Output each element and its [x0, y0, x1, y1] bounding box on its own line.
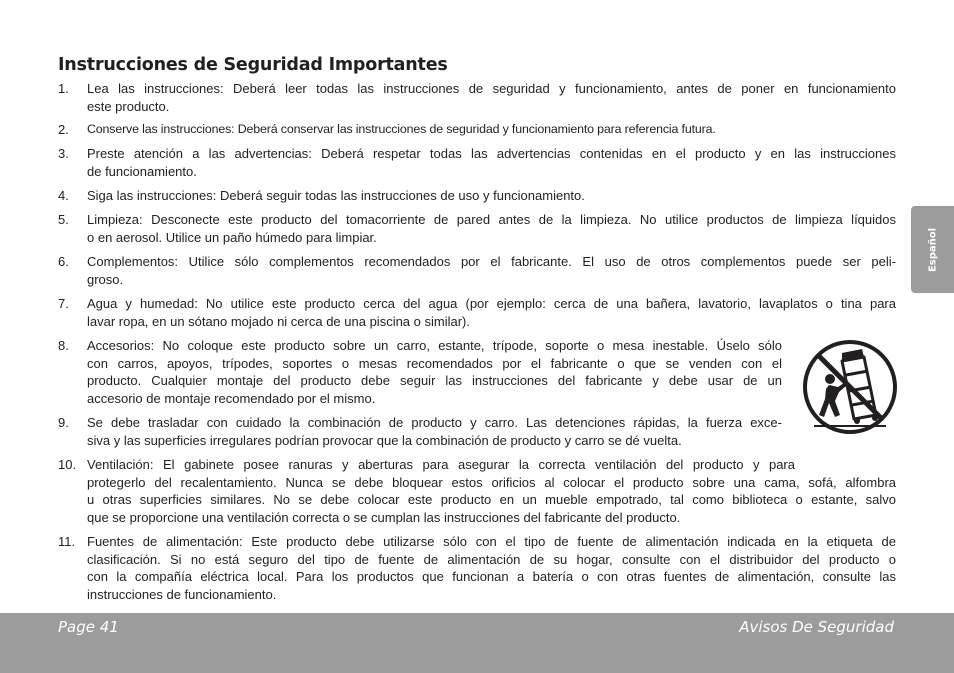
item-number: 10.	[58, 457, 77, 472]
item-line: Se debe trasladar con cuidado la combinación de producto y carro. Las detenciones rápidas, la fuerza exce-	[87, 415, 782, 430]
item-number: 5.	[58, 212, 69, 227]
list-item	[58, 295, 896, 331]
item-text	[87, 456, 896, 526]
item-line: protegerlo del recalentamiento. Nunca se debe bloquear estos orificios al colocar el producto sobre una cama, sofá, alfombra	[87, 474, 896, 490]
item-text	[87, 145, 896, 180]
page-number: Page 41	[58, 618, 119, 636]
item-number: 2.	[58, 122, 69, 137]
item-line: Fuentes de alimentación: Este producto debe utilizarse sólo con el tipo de fuente de alimentación indicada en la etiqueta de	[87, 534, 896, 549]
item-line: Complementos: Utilice sólo complementos recomendados por el fabricante. El uso de otros complementos puede ser peli-	[87, 254, 896, 269]
item-number: 3.	[58, 146, 69, 161]
item-text	[87, 253, 896, 288]
section-title: Avisos De Seguridad	[739, 618, 894, 636]
list-item	[58, 145, 896, 181]
item-number: 6.	[58, 254, 69, 269]
list-item	[58, 80, 896, 116]
item-text	[87, 187, 896, 205]
item-line: instrucciones de funcionamiento.	[87, 586, 277, 602]
item-text	[87, 533, 896, 603]
item-text	[87, 80, 896, 115]
item-text	[87, 295, 896, 330]
list-item	[58, 337, 896, 409]
item-line: Conserve las instrucciones: Deberá conservar las instrucciones de seguridad y funcionamiento para referencia futura.	[87, 122, 716, 136]
item-number: 1.	[58, 81, 69, 96]
list-item	[58, 456, 896, 528]
cart-tip-over-warning-icon	[802, 339, 898, 435]
item-line: Lea las instrucciones: Deberá leer todas las instrucciones de seguridad y funcionamiento, antes de poner en funcionamiento	[87, 81, 896, 96]
item-number: 4.	[58, 188, 69, 203]
item-number: 9.	[58, 415, 69, 430]
item-line: producto. Cualquier montaje del producto debe seguir las instrucciones del fabricante y debe usar de un	[87, 373, 782, 388]
item-text	[87, 121, 896, 139]
item-line: Ventilación: El gabinete posee ranuras y aberturas para asegurar la correcta ventilación del producto y para	[87, 457, 795, 472]
language-tab	[911, 206, 954, 293]
item-line: clasificación. Si no está seguro del tipo de fuente de alimentación de su hogar, consulte con el distribuidor del producto o	[87, 551, 896, 567]
item-line: con carros, apoyos, trípodes, soportes o mesas recomendados por el fabricante o que se venden con el	[87, 355, 782, 371]
list-item	[58, 121, 896, 139]
list-item	[58, 211, 896, 247]
item-line: Accesorios: No coloque este producto sobre un carro, estante, trípode, soporte o mesa inestable. Úselo sólo	[87, 338, 782, 353]
item-number: 11.	[58, 534, 76, 549]
item-text	[87, 337, 782, 407]
list-item	[58, 533, 896, 605]
item-number: 8.	[58, 338, 69, 353]
list-item	[58, 253, 896, 289]
item-line: con la compañía eléctrica local. Para los productos que funcionan a batería o con otras fuentes de alimentación, consulte las	[87, 569, 896, 584]
item-line: este producto.	[87, 98, 170, 114]
page-title: Instrucciones de Seguridad Importantes	[58, 55, 448, 75]
item-text	[87, 211, 896, 246]
item-line: Siga las instrucciones: Deberá seguir todas las instrucciones de uso y funcionamiento.	[87, 188, 585, 203]
item-line: lavar ropa, en un sótano mojado ni cerca de una piscina o similar).	[87, 313, 470, 329]
item-line: Limpieza: Desconecte este producto del tomacorriente de pared antes de la limpieza. No utilice productos de limpieza líquidos	[87, 212, 896, 227]
item-line: Preste atención a las advertencias: Deberá respetar todas las advertencias contenidas en el producto y en las instrucciones	[87, 146, 896, 161]
language-tab-label: Español	[927, 227, 938, 272]
item-line: Agua y humedad: No utilice este producto cerca del agua (por ejemplo: cerca de una bañera, lavatorio, lavaplatos o tina para	[87, 296, 896, 311]
item-line: siva y las superficies irregulares podrían provocar que la combinación de producto y carro se dé vuelta.	[87, 432, 682, 448]
item-text	[87, 414, 782, 449]
footer	[0, 613, 954, 673]
item-line: groso.	[87, 271, 124, 287]
item-number: 7.	[58, 296, 69, 311]
item-line: o en aerosol. Utilice un paño húmedo para limpiar.	[87, 229, 377, 245]
item-line: que se proporcione una ventilación correcta o se cumplan las instrucciones del fabricante del producto.	[87, 509, 681, 525]
list-item	[58, 414, 896, 450]
item-line: de funcionamiento.	[87, 163, 197, 179]
list-item	[58, 187, 896, 205]
item-line: accesorio de montaje recomendado por el mismo.	[87, 390, 376, 406]
item-line: u otras superficies similares. No se debe colocar este producto en un mueble empotrado, tal como biblioteca o estante, salvo	[87, 492, 896, 507]
